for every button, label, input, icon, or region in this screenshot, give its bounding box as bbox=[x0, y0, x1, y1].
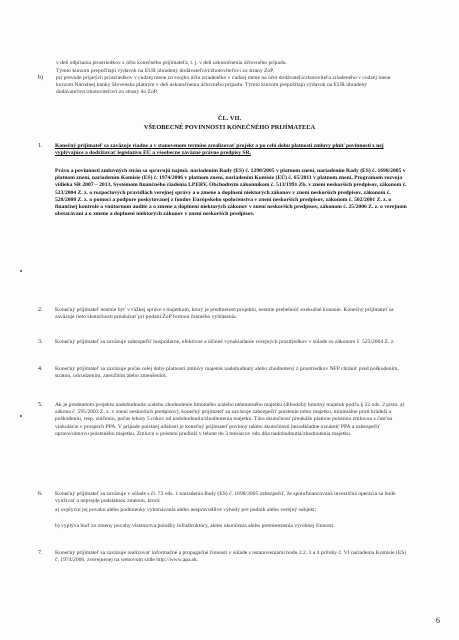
item-4-text: Konečný prijímateľ sa zaväzuje počas celej doby platnosti zmluvy majetok nadobudnutý alebo zhodnotený z prostriedkov NFP chrániť pred poškodením, stratou, odcudzením, zneužitím alebo zmenšením. bbox=[55, 366, 399, 380]
page-number: 6 bbox=[436, 616, 440, 625]
item-2-text: Konečný prijímateľ nesmie byť v ťažkej správe s majetkom, ktorý je predmetom projektu, nesmie prebehnúť exekučné konanie. Konečný prijímateľ sa zaväzuje tieto skutočnosti preukázať pri podaní ŽoP formou čestného vyhlásenia. bbox=[55, 307, 394, 321]
item-6-sub-b: b) vyplýva buď zo zmeny povahy vlastníctva položky infraštruktúry, alebo ukončenia alebo premiestnenia výrobnej činnosti. bbox=[55, 523, 335, 529]
scan-speck bbox=[20, 270, 22, 272]
item-b-label: b) bbox=[38, 75, 43, 81]
item-2-number: 2. bbox=[38, 307, 43, 313]
item-4-number: 4. bbox=[38, 366, 43, 372]
item-5-number: 5. bbox=[38, 402, 43, 408]
item-6-sub-a: a) ovplyvní jej povahu alebo podmienky vykonávania alebo nespravodlivé výhody pre podnik alebo verejný subjekt; bbox=[55, 507, 317, 513]
item-6-text: Konečný prijímateľ sa zaväzuje v súlade s čl. 72 ods. 1 nariadenia Rady (ES) č. 1698/2005 zabezpečiť, že spolufinancovaná investičná operácia sa bude využívať a neprejde podstatnou zmenou, ktorá: bbox=[55, 491, 396, 505]
item-7-text: Konečný prijímateľ sa zaväzuje realizovať informačné a propagačné činnosti v súlade s ustanoveniami bodu 2.2, 3 a 4 prílohy č. VI nariadenia Komisie (ES) č. 1974/2006, zverejnenej na webovom sídle http://www.apa.sk. bbox=[55, 550, 407, 564]
scan-speck bbox=[20, 415, 22, 417]
item-7-number: 7. bbox=[38, 550, 43, 556]
item-1-underlined-text: Konečný prijímateľ sa zaväzuje riadne a v stanovenom termíne zrealizovať projekt a po celú dobu platnosti zmluvy plniť povinnosti z nej vyplývajúce a dodržiavať legislatívu EÚ a všeobecne záväzné právne predpisy SR. bbox=[55, 143, 384, 157]
top-line-1: v deň odpísania prostriedkov z účtu konečného prijímateľa, t. j. v deň uskutočnenia účtovného prípadu. bbox=[56, 60, 287, 66]
item-3-text: Konečný prijímateľ sa zaväzuje zabezpečiť hospodárne, efektívne a účinné vynakladanie verejných prostriedkov v súlade so zákonom č. 523/2004 Z. z. bbox=[55, 339, 395, 345]
top-line-2: Týmto kurzom prepočítajú výdavok na EUR úhradený dodávateľovi/zhotoviteľovi zo strany ZoP, bbox=[56, 68, 275, 74]
item-1-number: 1. bbox=[38, 143, 43, 149]
article-title: VŠEOBECNÉ POVINNOSTI KONEČNÉHO PRIJÍMATEĽA bbox=[143, 124, 316, 131]
item-1-text: Právo a povinnosti zmluvných strán sa spravujú najmä: nariadením Rady (ES) č. 1290/2005 v platnom znení, nariadením Rady (ES) č. 1698/2005 v platnom znení, nariadením Komisie (ES) č. 1974/2006 v platnom znení, nariadením Komisie (EÚ) č. 65/2011 v platnom znení, Programom rozvoja vidieka SR 2007 – 2013, Systémom finančného riadenia LPERV, Obchodným zákonníkom č. 513/1991 Zb. v znení neskorších predpisov, zákonom č. 523/2004 Z. z. o rozpočtových pravidlách verejnej správy a o zmene a doplnení niektorých zákonov v znení neskorších predpisov, zákonom č. 528/2008 Z. z. o pomoci a podpore poskytovanej z fondov Európskeho spoločenstva v znení neskorších predpisov, zákonom č. 502/2001 Z. z. o finančnej kontrole a vnútornom audite a o zmene a doplnení niektorých zákonov v znení neskorších predpisov, zákonom č. 25/2006 Z. z. o verejnom obstarávaní a o zmene a doplnení niektorých zákonov v znení neskorších predpisov. bbox=[55, 168, 407, 218]
item-5-text: Ak je predmetom projektu nadobudnutie a/alebo zhodnotenie hmotného a/alebo nehmotného majetku (dlhodobý hmotný majetok podľa § 22 ods. 2 písm. a) zákona č. 595/2003 Z. z. v znení neskorších predpisov), konečný prijímateľ sa zaväzuje zabezpečiť poistenie tohto majetku, minimálne proti krádeži a poškodeniu, resp. zničeniu, počas lehoty 5 rokov od nadobudnutia/zhodnotenia majetku. Túto skutočnosť preukáže platnou poistnou zmluvou s časťou vinkulácie v prospech PPA. V prípade poistnej udalosti je konečný prijímateľ povinný takéto skutočnosti bezodkladne oznámiť PPA a zabezpečiť opravu/obnovu poisteného majetku. Zmluvu o poistení predloží v lehote do 3 mesiacov odo dňa nadobudnutia/zhodnotenia majetku. bbox=[55, 402, 405, 437]
article-number: ČL. VII. bbox=[217, 115, 242, 122]
item-b-text: pri prevode prijatých prostriedkov v cudzej mene zo svojho účtu zriadeného v cudzej mene na účet dodávateľa/zhotoviteľa zriadeného v cudzej mene kurzom Národnej banky Slovenska platným v deň uskutočnenia účtovného prípadu. Týmto kurzom prepočítajú výdavok na EUR úhradený dodávateľovi/zhotoviteľovi zo strany do ZoP. bbox=[56, 75, 391, 96]
item-3-number: 3. bbox=[38, 339, 43, 345]
item-6-number: 6. bbox=[38, 491, 43, 497]
